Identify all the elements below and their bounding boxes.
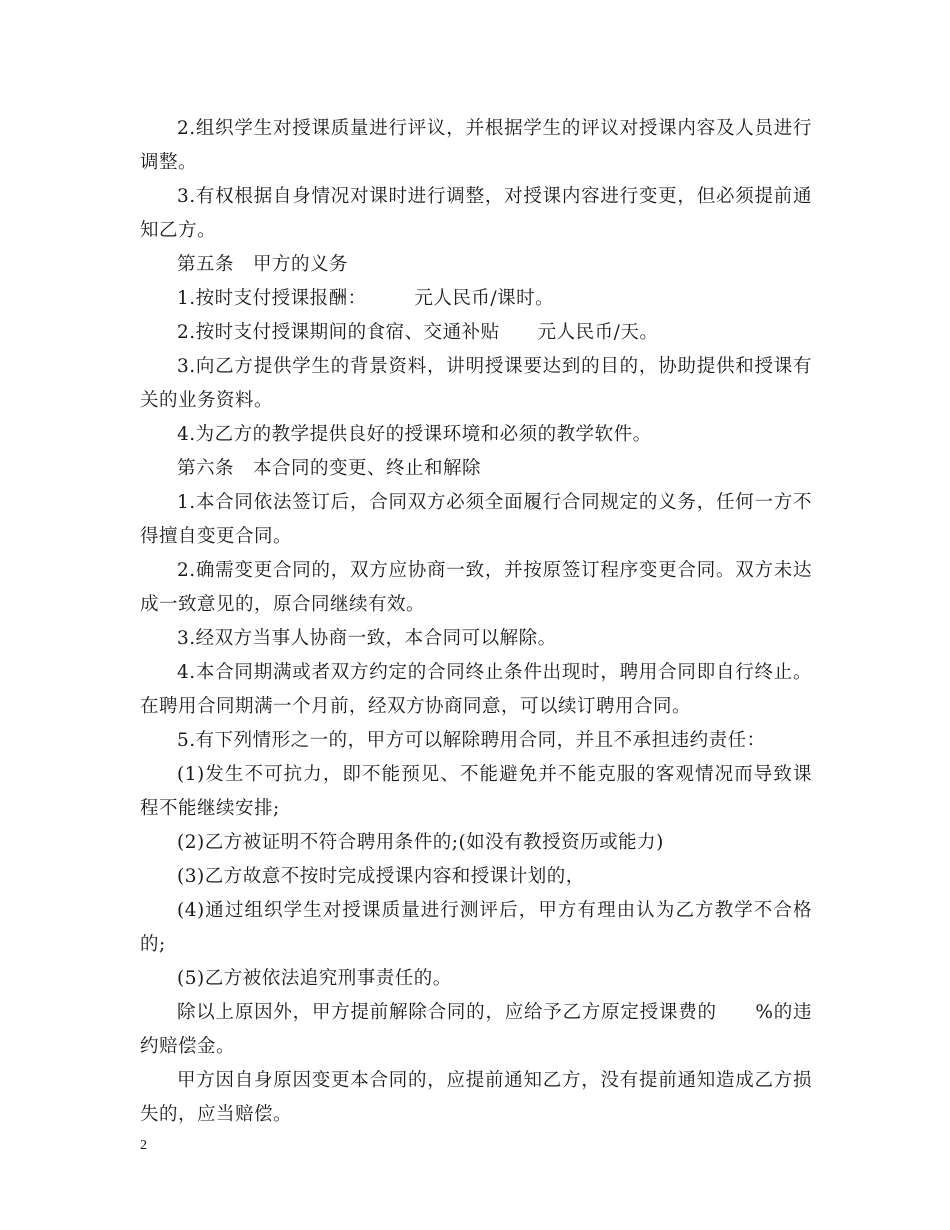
section-heading: 第六条 本合同的变更、终止和解除 xyxy=(177,458,482,479)
clause-paragraph: 4.为乙方的教学提供良好的授课环境和必须的教学软件。 xyxy=(177,424,652,445)
document-body xyxy=(140,112,812,1132)
clause-paragraph: 3.经双方当事人协商一致，本合同可以解除。 xyxy=(177,628,557,649)
clause-paragraph: 1.本合同依法签订后，合同双方必须全面履行合同规定的义务，任何一方不得擅自变更合同。 xyxy=(140,492,812,547)
clause-paragraph: 3.有权根据自身情况对课时进行调整，对授课内容进行变更，但必须提前通知乙方。 xyxy=(140,186,812,241)
clause-paragraph: 4.本合同期满或者双方约定的合同终止条件出现时，聘用合同即自行终止。在聘用合同期满一个月前，经双方协商同意，可以续订聘用合同。 xyxy=(140,662,812,717)
section-heading: 第五条 甲方的义务 xyxy=(177,254,349,275)
clause-paragraph: 5.有下列情形之一的，甲方可以解除聘用合同，并且不承担违约责任： xyxy=(177,730,766,751)
page-number: 2 xyxy=(140,1138,147,1153)
clause-paragraph: 2.确需变更合同的，双方应协商一致，并按原签订程序变更合同。双方未达成一致意见的，原合同继续有效。 xyxy=(140,560,812,615)
list-item: (4)通过组织学生对授课质量进行测评后，甲方有理由认为乙方教学不合格的; xyxy=(140,900,812,955)
list-item: (2)乙方被证明不符合聘用条件的;(如没有教授资历或能力) xyxy=(177,832,664,853)
clause-paragraph: 3.向乙方提供学生的背景资料，讲明授课要达到的目的，协助提供和授课有关的业务资料。 xyxy=(140,356,812,411)
clause-paragraph: 2.按时支付授课期间的食宿、交通补贴 元人民币/天。 xyxy=(177,322,659,343)
clause-paragraph: 2.组织学生对授课质量进行评议，并根据学生的评议对授课内容及人员进行调整。 xyxy=(140,118,812,173)
list-item: (5)乙方被依法追究刑事责任的。 xyxy=(177,968,452,989)
clause-paragraph: 1.按时支付授课报酬： 元人民币/课时。 xyxy=(177,288,555,309)
clause-paragraph: 除以上原因外，甲方提前解除合同的，应给予乙方原定授课费的 %的违约赔偿金。 xyxy=(140,1002,812,1057)
clause-paragraph: 甲方因自身原因变更本合同的，应提前通知乙方，没有提前通知造成乙方损失的，应当赔偿。 xyxy=(140,1070,812,1125)
list-item: (1)发生不可抗力，即不能预见、不能避免并不能克服的客观情况而导致课程不能继续安排; xyxy=(140,764,812,819)
list-item: (3)乙方故意不按时完成授课内容和授课计划的， xyxy=(177,866,585,887)
